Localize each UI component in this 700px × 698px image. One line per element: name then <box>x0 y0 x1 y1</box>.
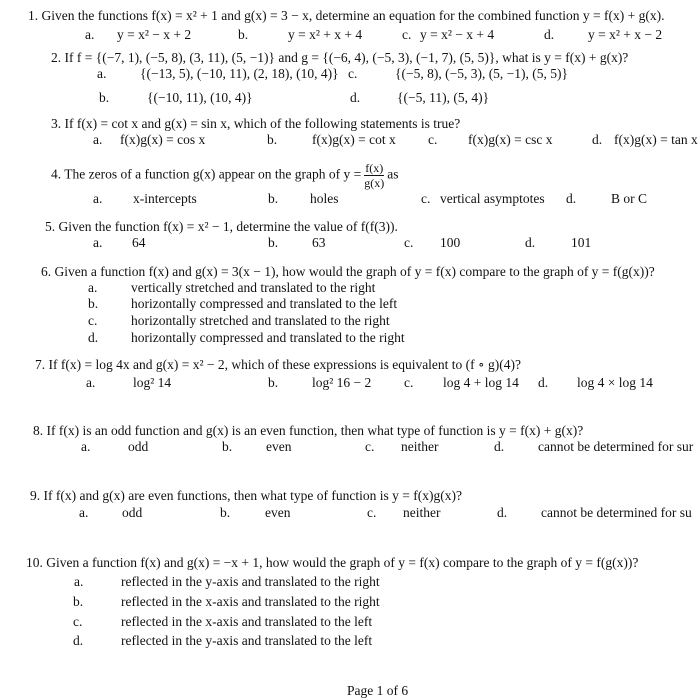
question-stem: 2. If f = {(−7, 1), (−5, 8), (3, 11), (5, −1)} and g = {(−6, 4), (−5, 3), (−1, 7), (5, 5)}, what is y = f(x) + g(x)? <box>51 50 629 65</box>
fraction-numerator: f(x) <box>365 161 384 175</box>
choice-letter: d. <box>525 235 536 250</box>
choice-letter: d. <box>592 132 603 147</box>
choice-letter: d. <box>73 633 84 648</box>
choice-letter: a. <box>93 132 103 147</box>
question-stem: 10. Given a function f(x) and g(x) = −x + 1, how would the graph of y = f(x) compare to the graph of y = f(g(x))? <box>26 555 639 570</box>
choice-letter: d. <box>497 505 508 520</box>
choice-text: reflected in the x-axis and translated to the right <box>121 594 380 609</box>
choice-letter: a. <box>93 191 103 206</box>
choice-text: horizontally compressed and translated to the left <box>131 296 398 311</box>
choice-text: odd <box>122 505 143 520</box>
choice-letter: b. <box>222 439 233 454</box>
choice-letter: a. <box>97 66 107 81</box>
choice-text: {(−5, 11), (5, 4)} <box>397 90 490 105</box>
choice-text: y = x² + x + 4 <box>288 27 363 42</box>
choice-text: 64 <box>132 235 146 250</box>
choice-text: {(−10, 11), (10, 4)} <box>147 90 253 105</box>
choice-text: vertical asymptotes <box>440 191 545 206</box>
choice-letter: c. <box>404 235 414 250</box>
choice-text: f(x)g(x) = tan x <box>614 132 698 147</box>
choice-letter: a. <box>85 27 95 42</box>
page-footer: Page 1 of 6 <box>347 683 409 698</box>
choice-text: vertically stretched and translated to the right <box>131 280 376 295</box>
choice-text: neither <box>401 439 439 454</box>
choice-text: {(−13, 5), (−10, 11), (2, 18), (10, 4)} <box>140 66 339 81</box>
choice-letter: c. <box>365 439 375 454</box>
choice-letter: b. <box>268 191 279 206</box>
choice-text: y = x² − x + 4 <box>420 27 495 42</box>
choice-text: even <box>265 505 291 520</box>
choice-letter: d. <box>350 90 361 105</box>
choice-text: B or C <box>611 191 648 206</box>
choice-letter: c. <box>402 27 412 42</box>
choice-letter: b. <box>267 132 278 147</box>
question-stem-before: 4. The zeros of a function g(x) appear on the graph of y = <box>51 166 362 182</box>
question-stem-q4 <box>51 162 399 189</box>
choice-letter: a. <box>81 439 91 454</box>
choice-letter: b. <box>220 505 231 520</box>
question-stem: 8. If f(x) is an odd function and g(x) is an even function, then what type of function is y = f(x) + g(x)? <box>33 423 584 438</box>
choice-letter: d. <box>538 375 549 390</box>
choice-text: holes <box>310 191 339 206</box>
choice-letter: d. <box>544 27 555 42</box>
choice-text: y = x² − x + 2 <box>117 27 192 42</box>
choice-letter: c. <box>428 132 438 147</box>
choice-text: log² 14 <box>133 375 172 390</box>
choice-letter: a. <box>79 505 89 520</box>
choice-text: reflected in the x-axis and translated to the left <box>121 614 373 629</box>
choice-letter: a. <box>88 280 98 295</box>
choice-text: f(x)g(x) = cos x <box>120 132 206 147</box>
choice-text: log² 16 − 2 <box>312 375 372 390</box>
question-stem-after: as <box>387 166 399 182</box>
choice-text: 100 <box>440 235 461 250</box>
choice-text: cannot be determined for sur <box>538 439 694 454</box>
choice-text: f(x)g(x) = cot x <box>312 132 396 147</box>
question-stem: 1. Given the functions f(x) = x² + 1 and g(x) = 3 − x, determine an equation for the combined function y = f(x) + g(x). <box>28 8 665 23</box>
question-stem: 6. Given a function f(x) and g(x) = 3(x − 1), how would the graph of y = f(x) compare to the graph of y = f(g(x))? <box>41 264 655 279</box>
choice-letter: b. <box>268 375 279 390</box>
choice-letter: a. <box>74 574 84 589</box>
choice-letter: d. <box>566 191 577 206</box>
choice-letter: a. <box>86 375 96 390</box>
choice-text: x-intercepts <box>133 191 197 206</box>
choice-letter: d. <box>494 439 505 454</box>
choice-text: neither <box>403 505 441 520</box>
choice-letter: b. <box>238 27 249 42</box>
question-stem: 3. If f(x) = cot x and g(x) = sin x, which of the following statements is true? <box>51 116 461 131</box>
choice-text: 63 <box>312 235 326 250</box>
choice-letter: c. <box>348 66 358 81</box>
choice-text: {(−5, 8), (−5, 3), (5, −1), (5, 5)} <box>395 66 569 81</box>
choice-text: f(x)g(x) = csc x <box>468 132 553 147</box>
choice-text: horizontally compressed and translated to the right <box>131 330 405 345</box>
choice-letter: c. <box>421 191 431 206</box>
choice-text: odd <box>128 439 149 454</box>
choice-letter: b. <box>88 296 99 311</box>
choice-letter: a. <box>93 235 103 250</box>
choice-text: 101 <box>571 235 592 250</box>
choice-letter: c. <box>73 614 83 629</box>
question-stem: 5. Given the function f(x) = x² − 1, determine the value of f(f(3)). <box>45 219 398 234</box>
choice-text: cannot be determined for su <box>541 505 692 520</box>
choice-letter: b. <box>268 235 279 250</box>
choice-letter: b. <box>73 594 84 609</box>
choice-letter: c. <box>88 313 98 328</box>
choice-letter: c. <box>404 375 414 390</box>
question-stem: 7. If f(x) = log 4x and g(x) = x² − 2, which of these expressions is equivalent to (f ∘ g)(4)? <box>35 357 522 372</box>
fraction-denominator: g(x) <box>364 176 385 190</box>
choice-text: even <box>266 439 292 454</box>
fraction <box>364 162 384 189</box>
choice-letter: b. <box>99 90 110 105</box>
choice-text: y = x² + x − 2 <box>588 27 663 42</box>
choice-text: reflected in the y-axis and translated to the left <box>121 633 373 648</box>
choice-text: reflected in the y-axis and translated to the right <box>121 574 380 589</box>
choice-text: log 4 + log 14 <box>443 375 519 390</box>
choice-text: horizontally stretched and translated to the right <box>131 313 390 328</box>
choice-letter: c. <box>367 505 377 520</box>
choice-text: log 4 × log 14 <box>577 375 653 390</box>
choice-letter: d. <box>88 330 99 345</box>
question-stem: 9. If f(x) and g(x) are even functions, then what type of function is y = f(x)g(x)? <box>30 488 462 503</box>
